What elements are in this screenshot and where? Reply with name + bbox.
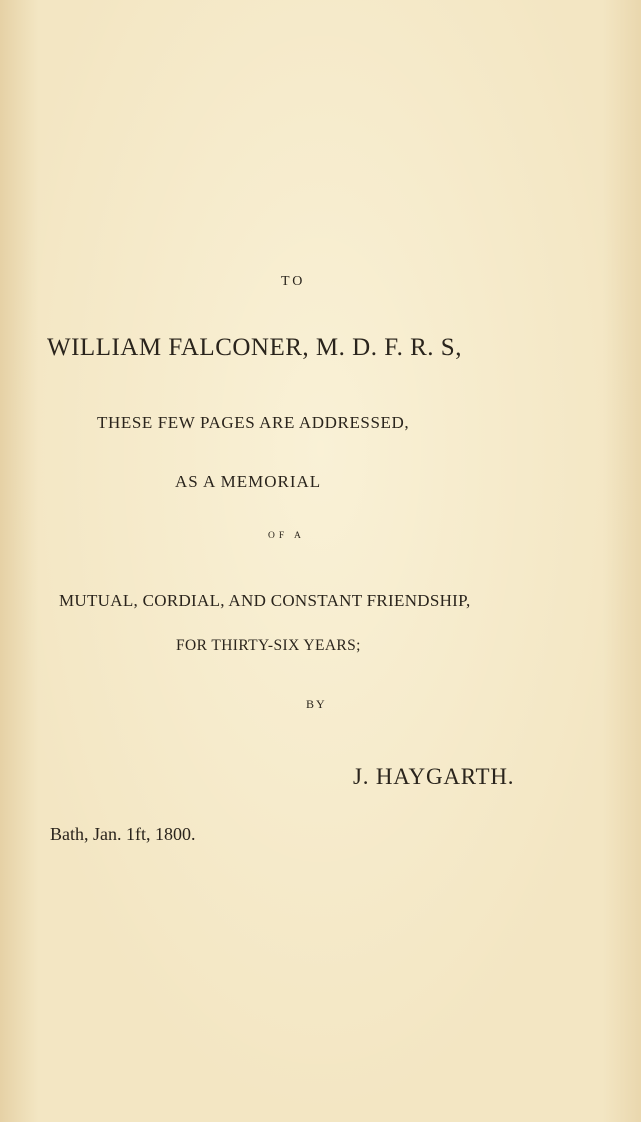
to-label: TO [281,274,306,289]
dedication-line-years: FOR THIRTY-SIX YEARS; [176,637,361,654]
dedicatee-name: WILLIAM FALCONER, M. D. F. R. S, [47,334,462,361]
author-name: J. HAYGARTH. [353,764,515,789]
dedication-line-memorial: AS A MEMORIAL [175,472,322,491]
dateline: Bath, Jan. 1ft, 1800. [50,824,196,844]
dedication-line-addressed: THESE FEW PAGES ARE ADDRESSED, [97,413,410,432]
by-label: BY [306,697,327,711]
dedication-line-of-a: OF A [268,531,305,541]
dedication-line-friendship: MUTUAL, CORDIAL, AND CONSTANT FRIENDSHIP, [59,591,471,610]
